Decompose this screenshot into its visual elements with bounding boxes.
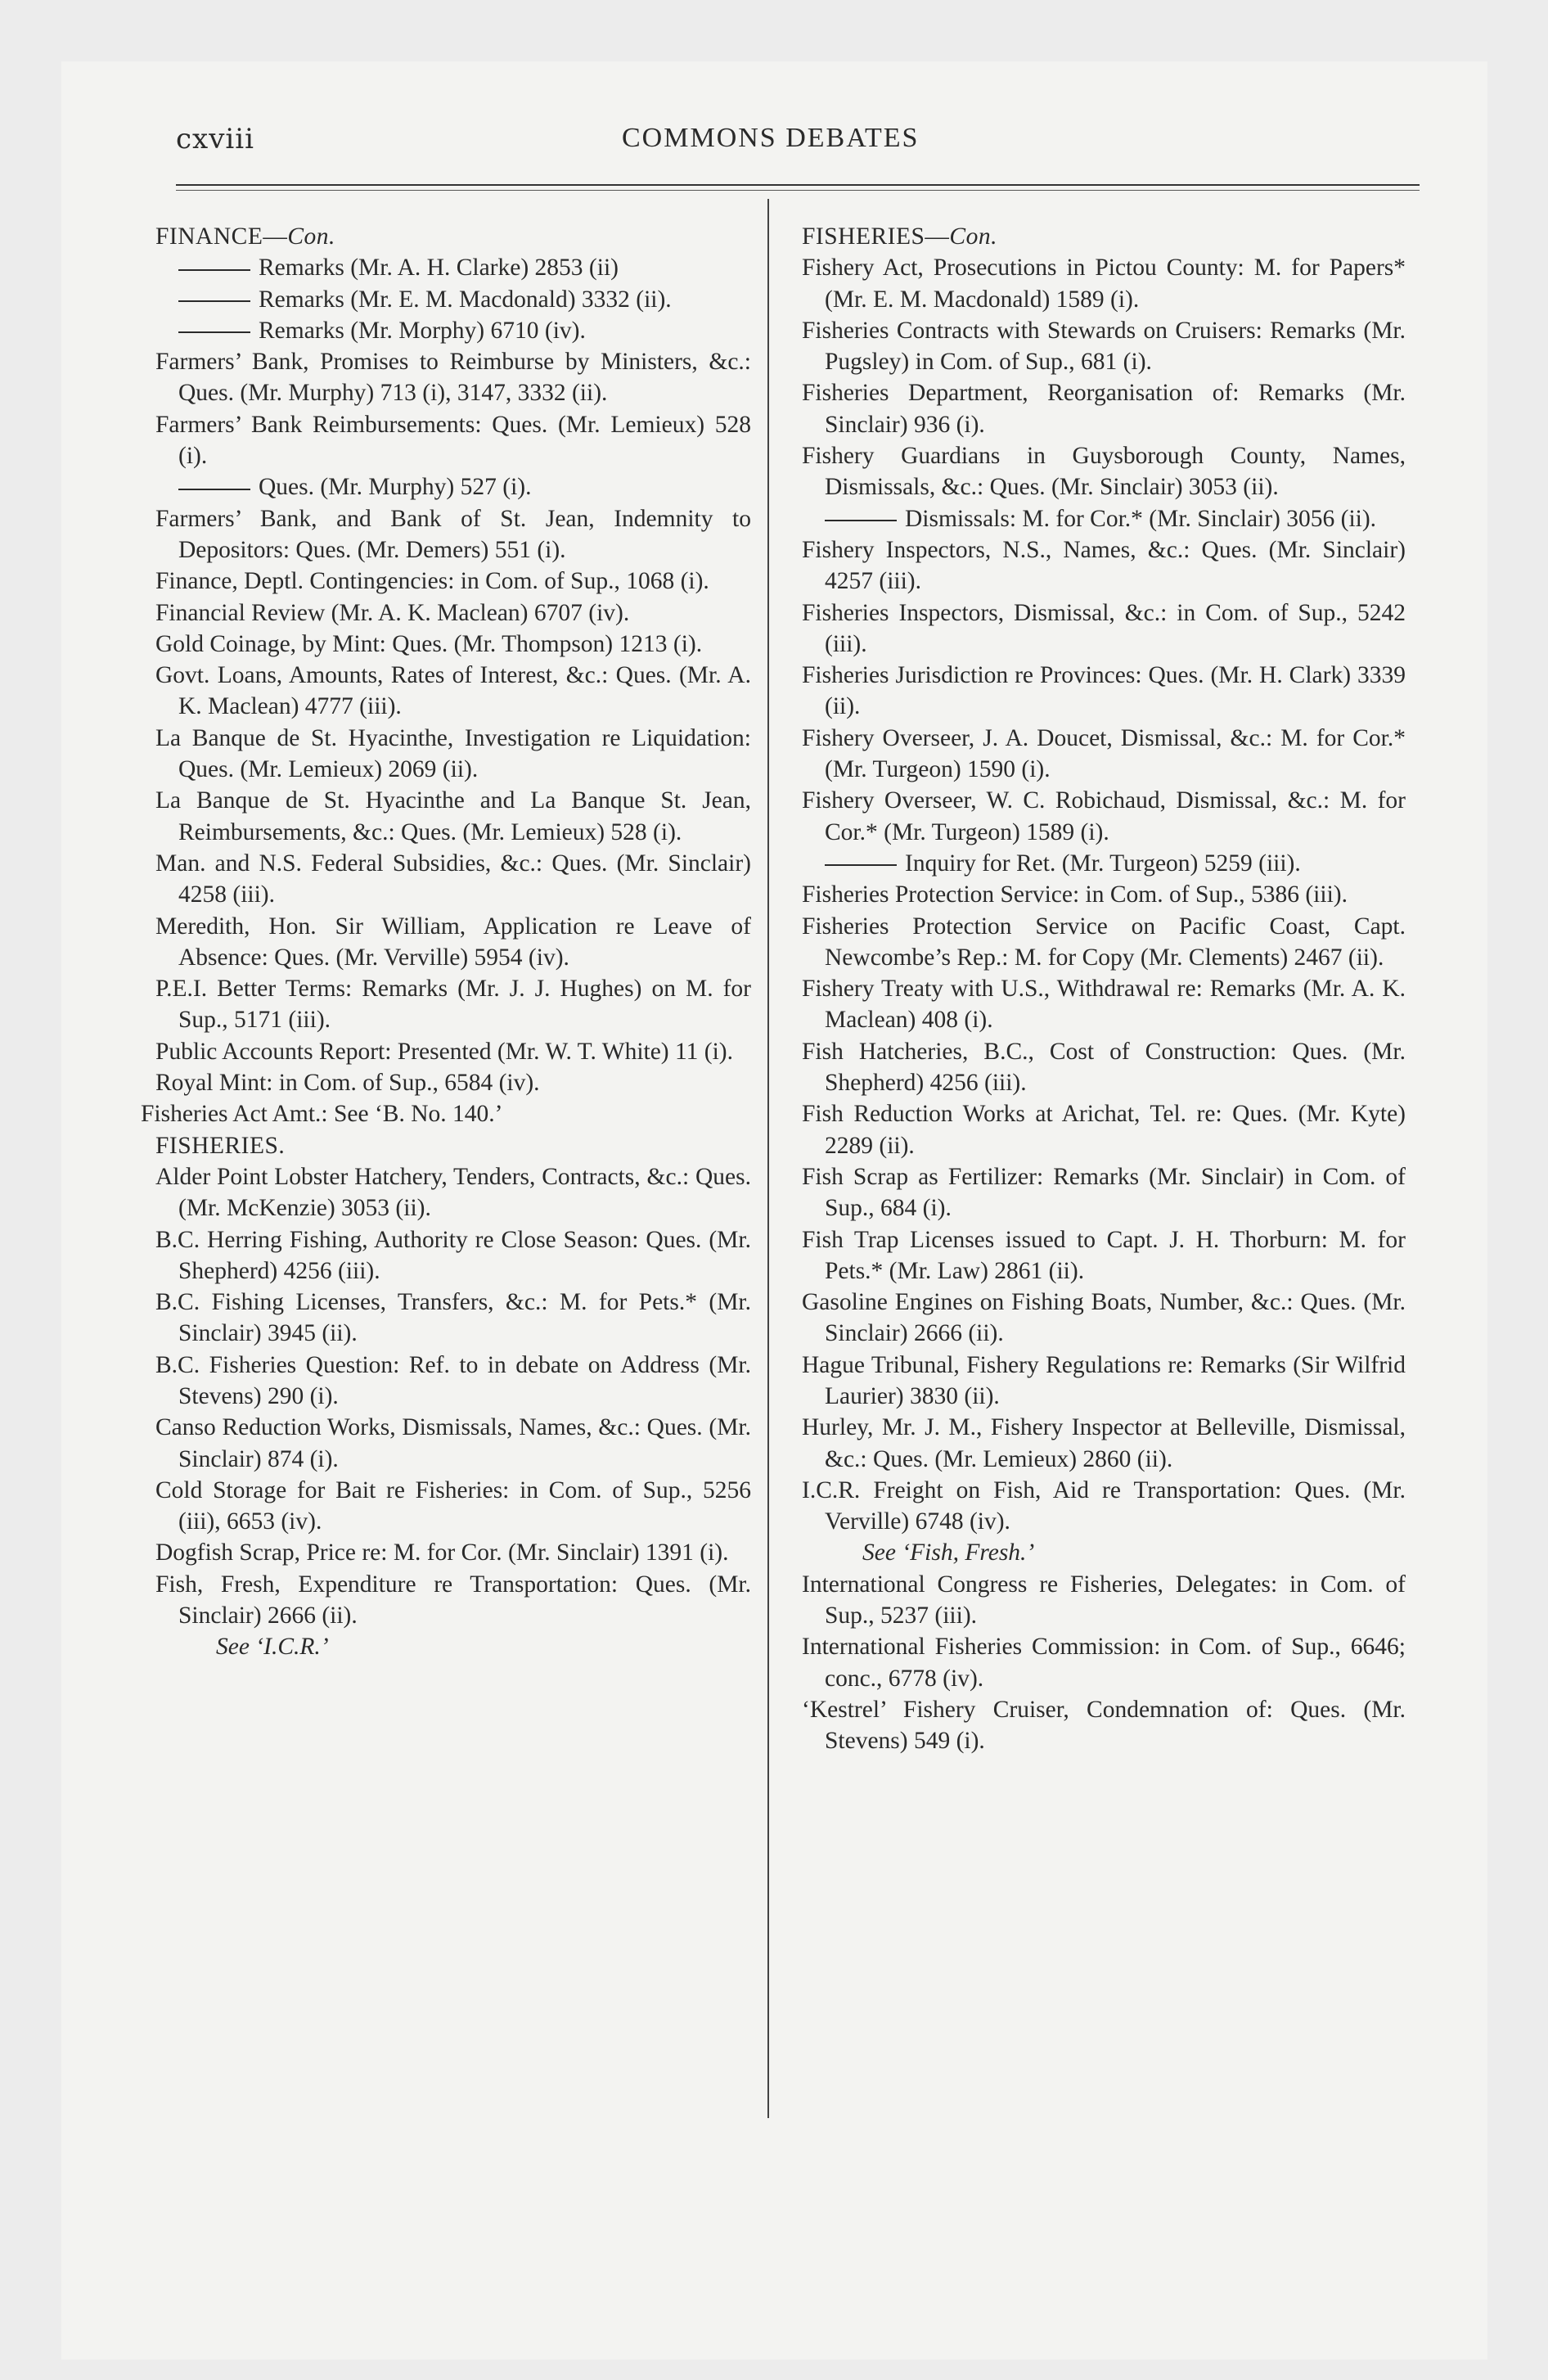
index-entry	[802, 660, 1406, 723]
index-entry	[802, 973, 1406, 1036]
index-entry	[802, 1569, 1406, 1632]
index-entry	[155, 1036, 751, 1067]
entry-text: Fish Hatcheries, B.C., Cost of Construction: Ques. (Mr. Shepherd) 4256 (iii).	[802, 1038, 1406, 1097]
entry-text: Cold Storage for Bait re Fisheries: in Com. of Sup., 5256 (iii), 6653 (iv).	[155, 1476, 751, 1535]
index-entry	[155, 1224, 751, 1287]
index-entry	[802, 1224, 1406, 1287]
entry-text: Fish, Fresh, Expenditure re Transportation: Ques. (Mr. Sinclair) 2666 (ii).	[155, 1571, 751, 1629]
entry-text: Govt. Loans, Amounts, Rates of Interest, &c.: Ques. (Mr. A. K. Maclean) 4777 (iii).	[155, 662, 751, 720]
left-column	[141, 221, 751, 1663]
entry-text: Public Accounts Report: Presented (Mr. W. T. White) 11 (i).	[155, 1038, 733, 1065]
entry-text: Fisheries Inspectors, Dismissal, &c.: in Com. of Sup., 5242 (iii).	[802, 599, 1406, 657]
entry-text: Fisheries Jurisdiction re Provinces: Ques. (Mr. H. Clark) 3339 (ii).	[802, 662, 1406, 720]
index-entry	[155, 1475, 751, 1538]
entry-text: Fish Scrap as Fertilizer: Remarks (Mr. Sinclair) in Com. of Sup., 684 (i).	[802, 1163, 1406, 1222]
index-entry	[155, 1350, 751, 1413]
index-entry	[802, 1631, 1406, 1694]
index-subentry	[155, 315, 751, 346]
entry-text: Royal Mint: in Com. of Sup., 6584 (iv).	[155, 1070, 540, 1097]
heading-text: FISHERIES—	[802, 223, 950, 250]
index-entry	[802, 911, 1406, 974]
ditto-dash	[825, 520, 897, 521]
entry-text: Gold Coinage, by Mint: Ques. (Mr. Thompson) 1213 (i).	[155, 630, 703, 657]
index-entry	[802, 377, 1406, 440]
index-entry	[802, 879, 1406, 910]
entry-text: Fisheries Act Amt.: See ‘B. No. 140.’	[141, 1101, 503, 1128]
index-entry	[155, 1569, 751, 1632]
entry-text: International Congress re Fisheries, Delegates: in Com. of Sup., 5237 (iii).	[802, 1571, 1406, 1629]
ditto-dash	[178, 269, 250, 271]
index-entry	[155, 503, 751, 566]
entry-text: La Banque de St. Hyacinthe, Investigation re Liquidation: Ques. (Mr. Lemieux) 2069 (ii).	[155, 724, 751, 783]
entry-text: International Fisheries Commission: in Com. of Sup., 6646; conc., 6778 (iv).	[802, 1634, 1406, 1692]
entry-text: Fishery Inspectors, N.S., Names, &c.: Ques. (Mr. Sinclair) 4257 (iii).	[802, 536, 1406, 595]
entry-text: Farmers’ Bank, Promises to Reimburse by Ministers, &c.: Ques. (Mr. Murphy) 713 (i), 3147, 3332 (ii).	[155, 349, 751, 407]
index-entry	[802, 1036, 1406, 1099]
entry-text: Hague Tribunal, Fishery Regulations re: Remarks (Sir Wilfrid Laurier) 3830 (ii).	[802, 1351, 1406, 1409]
index-entry	[802, 1475, 1406, 1538]
entry-text: Fishery Overseer, W. C. Robichaud, Dismissal, &c.: M. for Cor.* (Mr. Turgeon) 1589 (i).	[802, 787, 1406, 845]
entry-text: Man. and N.S. Federal Subsidies, &c.: Ques. (Mr. Sinclair) 4258 (iii).	[155, 850, 751, 908]
column-divider	[767, 199, 769, 2118]
entry-text: See ‘Fish, Fresh.’	[862, 1539, 1035, 1566]
running-title: COMMONS DEBATES	[622, 123, 920, 153]
index-entry	[802, 723, 1406, 786]
index-entry	[155, 566, 751, 597]
page-number: cxviii	[176, 123, 255, 156]
index-entry	[155, 1537, 751, 1568]
index-entry	[802, 597, 1406, 660]
right-column	[802, 221, 1406, 1757]
index-entry	[155, 409, 751, 472]
entry-text: B.C. Fisheries Question: Ref. to in debate on Address (Mr. Stevens) 290 (i).	[155, 1351, 751, 1409]
entry-text: Canso Reduction Works, Dismissals, Names, &c.: Ques. (Mr. Sinclair) 874 (i).	[155, 1414, 751, 1472]
see-reference	[802, 1537, 1406, 1568]
index-subentry	[802, 503, 1406, 534]
index-entry	[802, 440, 1406, 503]
index-subentry	[155, 252, 751, 283]
index-entry	[155, 1412, 751, 1475]
header-rule	[176, 184, 1420, 186]
index-entry	[802, 1350, 1406, 1413]
index-entry	[155, 723, 751, 786]
index-subentry	[155, 284, 751, 315]
entry-text: Fisheries Protection Service on Pacific Coast, Capt. Newcombe’s Rep.: M. for Copy (Mr. Clements) 2467 (ii).	[802, 913, 1406, 971]
index-subentry	[155, 471, 751, 503]
entry-text: FISHERIES.	[155, 1132, 286, 1159]
entry-text: P.E.I. Better Terms: Remarks (Mr. J. J. Hughes) on M. for Sup., 5171 (iii).	[155, 976, 751, 1034]
index-entry	[802, 534, 1406, 597]
section-heading	[155, 1130, 751, 1161]
entry-text: Alder Point Lobster Hatchery, Tenders, Contracts, &c.: Ques. (Mr. McKenzie) 3053 (ii).	[155, 1163, 751, 1222]
index-entry	[155, 911, 751, 974]
ditto-dash	[825, 864, 897, 866]
section-heading-fisheries	[802, 221, 1406, 252]
index-subentry	[802, 848, 1406, 879]
entry-text: Fish Trap Licenses issued to Capt. J. H. Thorburn: M. for Pets.* (Mr. Law) 2861 (ii).	[802, 1226, 1406, 1284]
entry-text: Fisheries Department, Reorganisation of: Remarks (Mr. Sinclair) 936 (i).	[802, 380, 1406, 438]
index-entry-top	[141, 1098, 751, 1129]
index-entry	[802, 1694, 1406, 1757]
entry-text: Ques. (Mr. Murphy) 527 (i).	[259, 474, 532, 501]
index-entry	[802, 1287, 1406, 1350]
index-entry	[155, 1067, 751, 1098]
entry-text: Fisheries Contracts with Stewards on Cruisers: Remarks (Mr. Pugsley) in Com. of Sup., 681 (i).	[802, 317, 1406, 376]
index-entry	[802, 1098, 1406, 1161]
index-entry	[155, 1287, 751, 1350]
entry-text: B.C. Fishing Licenses, Transfers, &c.: M. for Pets.* (Mr. Sinclair) 3945 (ii).	[155, 1289, 751, 1347]
entry-text: Fishery Guardians in Guysborough County, Names, Dismissals, &c.: Ques. (Mr. Sinclair) 3053 (ii).	[802, 443, 1406, 501]
section-heading-finance	[155, 221, 751, 252]
right-entries	[802, 252, 1406, 1756]
entry-text: ‘Kestrel’ Fishery Cruiser, Condemnation of: Ques. (Mr. Stevens) 549 (i).	[802, 1696, 1406, 1755]
heading-text: FINANCE—	[155, 223, 288, 250]
entry-text: La Banque de St. Hyacinthe and La Banque St. Jean, Reimbursements, &c.: Ques. (Mr. Lemieux) 528 (i).	[155, 787, 751, 845]
index-entry	[155, 597, 751, 629]
entry-text: Remarks (Mr. E. M. Macdonald) 3332 (ii).	[259, 286, 672, 313]
index-entry	[155, 346, 751, 409]
entry-text: Finance, Deptl. Contingencies: in Com. of Sup., 1068 (i).	[155, 568, 709, 595]
entry-text: Fish Reduction Works at Arichat, Tel. re: Ques. (Mr. Kyte) 2289 (ii).	[802, 1101, 1406, 1159]
entry-text: Remarks (Mr. A. H. Clarke) 2853 (ii)	[259, 255, 619, 282]
entry-text: Meredith, Hon. Sir William, Application re Leave of Absence: Ques. (Mr. Verville) 5954 (iv).	[155, 913, 751, 971]
index-entry	[155, 848, 751, 911]
index-entry	[802, 785, 1406, 848]
entry-text: See ‘I.C.R.’	[216, 1634, 329, 1661]
left-entries	[141, 252, 751, 1662]
entry-text: Fisheries Protection Service: in Com. of Sup., 5386 (iii).	[802, 881, 1348, 908]
entry-text: Hurley, Mr. J. M., Fishery Inspector at Belleville, Dismissal, &c.: Ques. (Mr. Lemieux) 2860 (ii).	[802, 1414, 1406, 1472]
entry-text: B.C. Herring Fishing, Authority re Close Season: Ques. (Mr. Shepherd) 4256 (iii).	[155, 1226, 751, 1284]
entry-text: Fishery Treaty with U.S., Withdrawal re: Remarks (Mr. A. K. Maclean) 408 (i).	[802, 976, 1406, 1034]
see-reference	[155, 1631, 751, 1662]
entry-text: Financial Review (Mr. A. K. Maclean) 6707 (iv).	[155, 599, 630, 626]
entry-text: Farmers’ Bank Reimbursements: Ques. (Mr. Lemieux) 528 (i).	[155, 411, 751, 470]
index-entry	[155, 785, 751, 848]
heading-continued: Con.	[949, 223, 997, 250]
entry-text: Gasoline Engines on Fishing Boats, Number, &c.: Ques. (Mr. Sinclair) 2666 (ii).	[802, 1289, 1406, 1347]
entry-text: Fishery Overseer, J. A. Doucet, Dismissal, &c.: M. for Cor.* (Mr. Turgeon) 1590 (i).	[802, 724, 1406, 783]
ditto-dash	[178, 489, 250, 490]
entry-text: Inquiry for Ret. (Mr. Turgeon) 5259 (iii).	[905, 850, 1301, 877]
entry-text: Dismissals: M. for Cor.* (Mr. Sinclair) 3056 (ii).	[905, 505, 1377, 532]
ditto-dash	[178, 331, 250, 333]
index-entry	[155, 660, 751, 723]
entry-text: Dogfish Scrap, Price re: M. for Cor. (Mr. Sinclair) 1391 (i).	[155, 1539, 729, 1566]
entry-text: Fishery Act, Prosecutions in Pictou County: M. for Papers* (Mr. E. M. Macdonald) 1589 (i).	[802, 255, 1406, 313]
entry-text: I.C.R. Freight on Fish, Aid re Transportation: Ques. (Mr. Verville) 6748 (iv).	[802, 1476, 1406, 1535]
index-entry	[802, 252, 1406, 315]
index-entry	[155, 629, 751, 660]
header-rule-thin	[176, 190, 1420, 191]
ditto-dash	[178, 300, 250, 302]
entry-text: Remarks (Mr. Morphy) 6710 (iv).	[259, 317, 586, 344]
index-entry	[155, 1161, 751, 1224]
index-entry	[802, 1412, 1406, 1475]
heading-continued: Con.	[287, 223, 335, 250]
index-entry	[155, 973, 751, 1036]
entry-text: Farmers’ Bank, and Bank of St. Jean, Indemnity to Depositors: Ques. (Mr. Demers) 551 (i).	[155, 505, 751, 563]
index-entry	[802, 1161, 1406, 1224]
index-entry	[802, 315, 1406, 378]
